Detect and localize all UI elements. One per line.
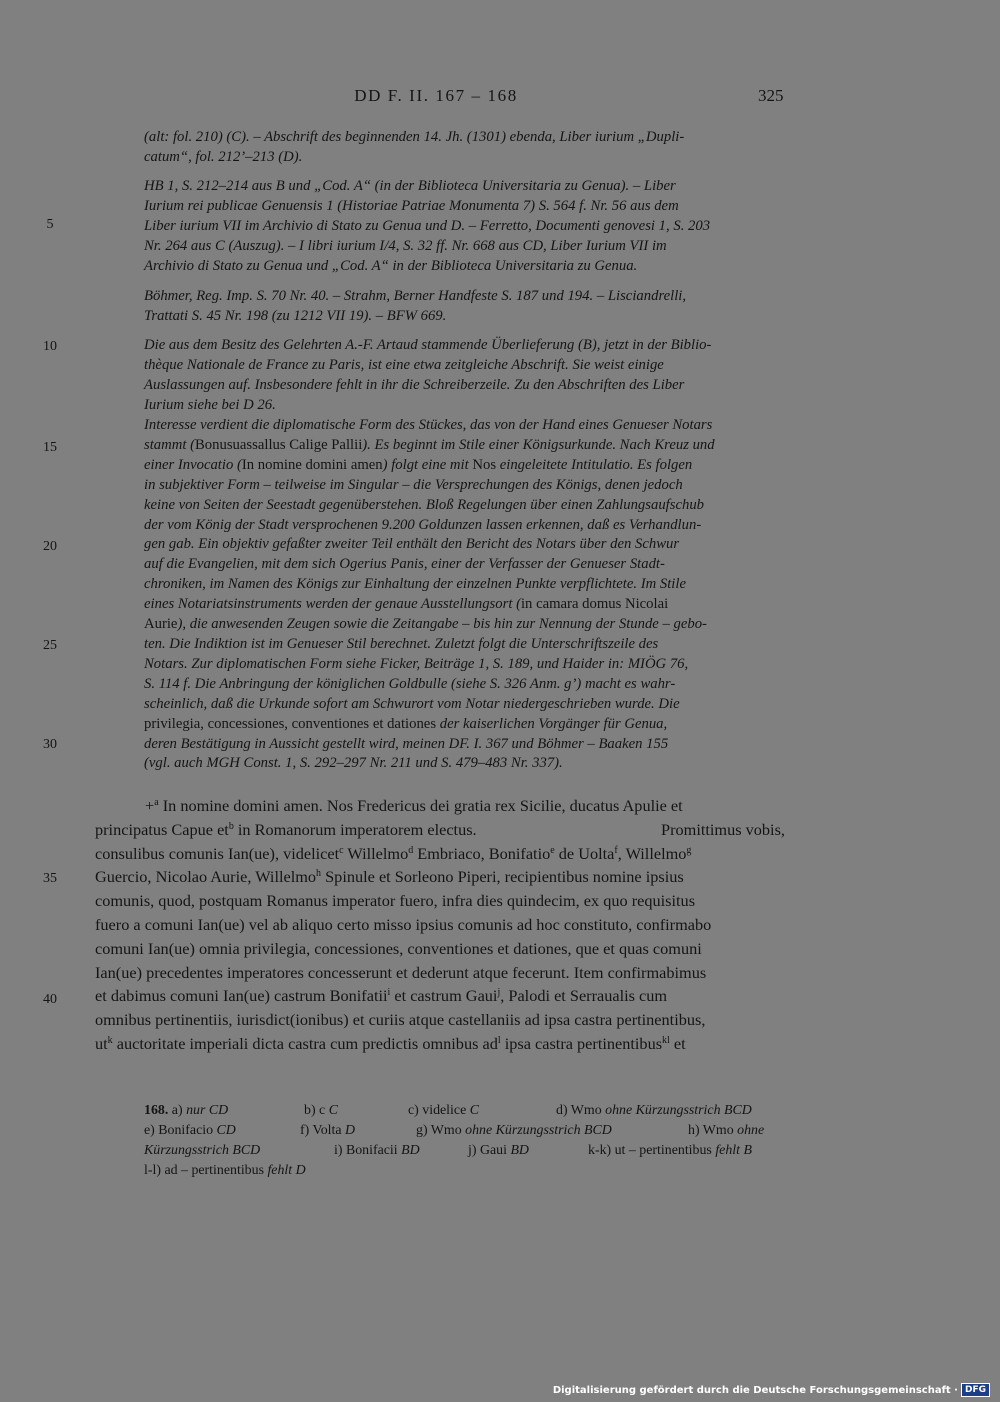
apparatus-note xyxy=(556,1101,752,1121)
text-line: thèque Nationale de France zu Paris, ist eine etwa zeitgleiche Abschrift. Sie weist einige xyxy=(144,356,664,373)
text-segment: In nomine domini amen. Nos Fredericus dei gratia rex Sicilie, ducatus Apulie et xyxy=(158,796,683,815)
line-number: 35 xyxy=(43,871,57,886)
apparatus-note xyxy=(468,1141,588,1161)
text-line xyxy=(144,615,786,635)
note-comment: CD xyxy=(216,1122,236,1138)
text-segment: et castrum Gaui xyxy=(390,986,498,1006)
text-line: S. 114 f. Die Anbringung der königlichen Goldbulle (siehe S. 326 Anm. g’) macht es wahr- xyxy=(144,675,676,692)
text-segment: auctoritate imperiali dicta castra cum predictis omnibus ad xyxy=(112,1033,498,1053)
text-segment: principatus Capue et xyxy=(95,819,229,839)
apparatus-note xyxy=(688,1121,764,1141)
text-line xyxy=(95,818,785,842)
note-comment: ohne xyxy=(737,1122,765,1138)
apparatus-note xyxy=(304,1101,408,1121)
note-text: c) videlice xyxy=(408,1103,470,1118)
footnote-marker: c xyxy=(339,844,344,856)
text-line: Notars. Zur diplomatischen Form siehe Ficker, Beiträge 1, S. 189, und Haider in: MIÖG 76, xyxy=(144,655,689,672)
apparatus-note xyxy=(144,1141,334,1161)
text-segment: , Willelmo xyxy=(617,843,687,863)
text-segment: ipsa castra pertinentibus xyxy=(500,1033,663,1053)
text-line: Archivio di Stato zu Genua und „Cod. A“ in der Biblioteca Universitaria zu Genua. xyxy=(144,257,638,274)
note-comment: C xyxy=(469,1103,479,1118)
text-line: omnibus pertinentiis, iurisdict(ionibus) et curiis atque castellaniis ad ipsa castra pertinentibus, xyxy=(95,1010,706,1030)
text-segment: ), die anwesenden Zeugen sowie die Zeitangabe – bis hin zur Nennung der Stunde – gebo- xyxy=(177,616,707,633)
line-number: 10 xyxy=(43,339,57,354)
text-segment: de Uolta xyxy=(554,843,615,863)
intro-transmission-paragraph xyxy=(144,336,786,416)
text-segment: Promittimus vobis, xyxy=(661,819,785,839)
text-segment: eingeleitete Intitulatio. Es folgen xyxy=(496,456,693,473)
apparatus-line xyxy=(144,1141,786,1161)
note-text: i) Bonifacii xyxy=(334,1142,402,1158)
note-comment: nur CD xyxy=(186,1103,229,1118)
text-line xyxy=(95,984,785,1008)
text-line: Iurium rei publicae Genuensis 1 (Historiae Patriae Monumenta 7) S. 564 f. Nr. 56 aus dem xyxy=(144,197,679,214)
quoted-document-text: Aurie xyxy=(144,616,178,633)
quoted-document-text: privilegia, concessiones, conventiones et dationes xyxy=(144,715,437,732)
text-line: chroniken, im Namen des Königs zur Einhaltung der einzelnen Punkte verpflichtete. Im Stile xyxy=(144,576,686,593)
note-comment: ohne Kürzungsstrich BCD xyxy=(605,1103,752,1118)
page-header-title: DD F. II. 167 – 168 xyxy=(354,86,518,105)
line-number: 25 xyxy=(43,638,57,653)
footnote-marker: a xyxy=(154,797,159,808)
text-line: der vom König der Stadt versprochenen 9.200 Goldunzen lassen erkennen, daß es Verhandlun- xyxy=(144,516,702,533)
footnote-marker: k xyxy=(107,1034,113,1046)
text-line: auf die Evangelien, mit dem sich Ogerius Panis, einer der Verfasser der Genueser Stadt- xyxy=(144,556,665,573)
text-line: HB 1, S. 212–214 aus B und „Cod. A“ (in der Biblioteca Universitaria zu Genua). – Liber xyxy=(144,178,676,194)
note-comment: ohne Kürzungsstrich BCD xyxy=(465,1122,612,1138)
apparatus-note xyxy=(144,1121,300,1141)
text-line: Nr. 264 aus C (Auszug). – I libri iurium I/4, S. 32 ff. Nr. 668 aus CD, Liber Iurium VII im xyxy=(144,237,667,254)
text-line: keine von Seiten der Seestadt gegenüberstehen. Bloß Regelungen über einen Zahlungsaufschub xyxy=(144,496,705,513)
text-segment: ). Es beginnt im Stile einer Königsurkunde. Nach Kreuz und xyxy=(362,436,715,453)
text-line: Liber iurium VII im Archivio di Stato zu Genua und D. – Ferretto, Documenti genovesi 1, S. 203 xyxy=(144,217,711,234)
text-line: (vgl. auch MGH Const. 1, S. 292–297 Nr. 211 und S. 479–483 Nr. 337). xyxy=(144,755,563,772)
funding-footer xyxy=(553,1383,990,1397)
text-line: catum“, fol. 212’–213 (D). xyxy=(144,148,303,165)
document-number: 168. xyxy=(144,1103,169,1118)
note-comment: C xyxy=(328,1103,338,1118)
quoted-document-text: Nos xyxy=(472,456,497,473)
line-number: 20 xyxy=(43,539,57,554)
text-segment: einer Invocatio ( xyxy=(144,456,242,473)
text-line: in subjektiver Form – teilweise im Singular – die Versprechungen des Königs, denen jedoch xyxy=(144,476,683,493)
text-line: comuni Ian(ue) omnia privilegia, concessiones, conventiones et dationes, que et quas comuni xyxy=(95,938,702,958)
footnote-marker: g xyxy=(686,844,692,856)
quoted-document-text: Bonusuassallus Calige Pallii xyxy=(195,436,363,453)
apparatus-note xyxy=(300,1121,416,1141)
note-comment: D xyxy=(345,1122,356,1138)
text-line xyxy=(95,794,785,818)
note-comment: fehlt D xyxy=(267,1162,306,1178)
intro-regesta-paragraph xyxy=(144,287,786,327)
apparatus-note xyxy=(334,1141,468,1161)
footnote-marker: l xyxy=(497,1034,501,1046)
text-segment: ut xyxy=(95,1033,108,1053)
text-line xyxy=(95,842,785,866)
apparatus-note xyxy=(144,1101,304,1121)
text-line xyxy=(95,1032,785,1056)
text-segment: der kaiserlichen Vorgänger für Genua, xyxy=(436,715,668,732)
intro-diplomatic-form-paragraph xyxy=(144,416,786,774)
text-line: Iurium siehe bei D 26. xyxy=(144,396,276,413)
text-line: Auslassungen auf. Insbesondere fehlt in ihr die Schreiberzeile. Zu den Abschriften des Liber xyxy=(144,376,685,393)
line-number: 5 xyxy=(46,217,54,232)
note-text: f) Volta xyxy=(300,1122,346,1138)
footnote-marker: h xyxy=(316,868,322,880)
line-number: 40 xyxy=(43,992,57,1007)
funding-text: Digitalisierung gefördert durch die Deutsche Forschungsgemeinschaft · xyxy=(552,1384,958,1396)
line-number: 15 xyxy=(43,440,57,455)
apparatus-note xyxy=(416,1121,688,1141)
text-line: (alt: fol. 210) (C). – Abschrift des beginnenden 14. Jh. (1301) ebenda, Liber iurium „Dupli- xyxy=(144,129,685,145)
text-line xyxy=(144,456,786,476)
critical-apparatus xyxy=(144,1101,786,1181)
text-line: ten. Die Indiktion ist im Genueser Stil berechnet. Zuletzt folgt die Unterschriftszeile des xyxy=(144,635,659,652)
apparatus-line xyxy=(144,1121,786,1141)
footnote-marker: d xyxy=(408,844,414,856)
text-segment: stammt ( xyxy=(144,436,195,453)
quoted-document-text: In nomine domini amen xyxy=(241,456,383,473)
text-segment: consulibus comunis Ian(ue), videlicet xyxy=(95,843,340,863)
text-segment: Guercio, Nicolao Aurie, Willelmo xyxy=(95,867,317,887)
footnote-marker: b xyxy=(228,820,234,832)
apparatus-line xyxy=(144,1101,786,1121)
note-text: g) Wmo xyxy=(416,1122,466,1138)
dfg-logo: DFG xyxy=(961,1383,990,1397)
text-line: deren Bestätigung in Aussicht gestellt wird, meinen DF. I. 367 und Böhmer – Baaken 155 xyxy=(144,735,669,752)
note-comment: BD xyxy=(401,1142,420,1158)
footnote-marker: j xyxy=(497,987,501,999)
line-number: 30 xyxy=(43,737,57,752)
apparatus-note xyxy=(144,1161,306,1181)
text-segment: et xyxy=(669,1033,686,1053)
text-line: comunis, quod, postquam Romanus imperator fuero, infra dies quindecim, ex quo requisitus xyxy=(95,891,696,911)
text-segment: ) folgt eine mit xyxy=(382,456,473,473)
text-segment: eines Notariatsinstruments werden der genaue Ausstellungsort ( xyxy=(144,596,521,613)
note-text: a) xyxy=(168,1103,187,1118)
note-text: k-k) ut – pertinentibus xyxy=(588,1142,716,1158)
text-segment: Embriaco, Bonifatio xyxy=(413,843,551,863)
note-comment: Kürzungsstrich BCD xyxy=(144,1142,261,1158)
note-text: b) c xyxy=(304,1103,329,1118)
text-segment: , Palodi et Serraualis cum xyxy=(500,986,668,1006)
text-line: Ian(ue) precedentes imperatores concesserunt et dederunt atque fecerunt. Item confirmabimus xyxy=(95,962,707,982)
note-text: e) Bonifacio xyxy=(144,1122,217,1138)
apparatus-line xyxy=(144,1161,786,1181)
apparatus-note xyxy=(588,1141,752,1161)
footnote-marker: e xyxy=(550,844,555,856)
intro-tradition-paragraph xyxy=(144,128,786,168)
text-segment: in Romanorum imperatorem electus. xyxy=(233,819,477,839)
footnote-marker: i xyxy=(387,987,391,999)
text-line xyxy=(95,865,785,889)
footnote-marker: kl xyxy=(662,1034,670,1046)
text-line xyxy=(144,715,786,735)
note-text: d) Wmo xyxy=(556,1103,606,1118)
note-text: j) Gaui xyxy=(468,1142,511,1158)
intro-editions-paragraph xyxy=(144,177,786,277)
text-line: fuero a comuni Ian(ue) vel ab aliquo certo misso ipsius comunis ad hoc constituto, confirmabo xyxy=(95,914,712,934)
text-line: scheinlich, daß die Urkunde sofort am Schwurort vom Notar niedergeschrieben wurde. Die xyxy=(144,695,680,712)
text-segment: et dabimus comuni Ian(ue) castrum Bonifatii xyxy=(95,986,388,1006)
text-line: Trattati S. 45 Nr. 198 (zu 1212 VII 19). – BFW 669. xyxy=(144,307,447,324)
text-line: Böhmer, Reg. Imp. S. 70 Nr. 40. – Strahm, Berner Handfeste S. 187 und 194. – Lisciandrelli, xyxy=(144,288,687,304)
footnote-marker: f xyxy=(614,844,618,856)
note-comment: BD xyxy=(510,1142,529,1158)
apparatus-note xyxy=(408,1101,556,1121)
quoted-document-text: in camara domus Nicolai xyxy=(520,596,669,613)
note-comment: fehlt B xyxy=(715,1142,752,1158)
text-line: Die aus dem Besitz des Gelehrten A.-F. Artaud stammende Überlieferung (B), jetzt in der Biblio- xyxy=(144,337,712,353)
note-text: h) Wmo xyxy=(688,1122,738,1138)
text-line: Interesse verdient die diplomatische Form des Stückes, das von der Hand eines Genueser Notars xyxy=(144,417,713,433)
cross-sign: + xyxy=(145,796,155,815)
text-segment: Willelmo xyxy=(343,843,409,863)
note-text: l-l) ad – pertinentibus xyxy=(144,1162,268,1178)
text-line xyxy=(144,595,786,615)
text-line xyxy=(144,436,786,456)
charter-text xyxy=(95,794,785,1056)
text-segment: Spinule et Sorleono Piperi, recipientibus nomine ipsius xyxy=(321,867,684,887)
text-line: gen gab. Ein objektiv gefaßter zweiter Teil enthält den Bericht des Notars über den Schwur xyxy=(144,536,680,553)
page-number: 325 xyxy=(758,86,784,105)
